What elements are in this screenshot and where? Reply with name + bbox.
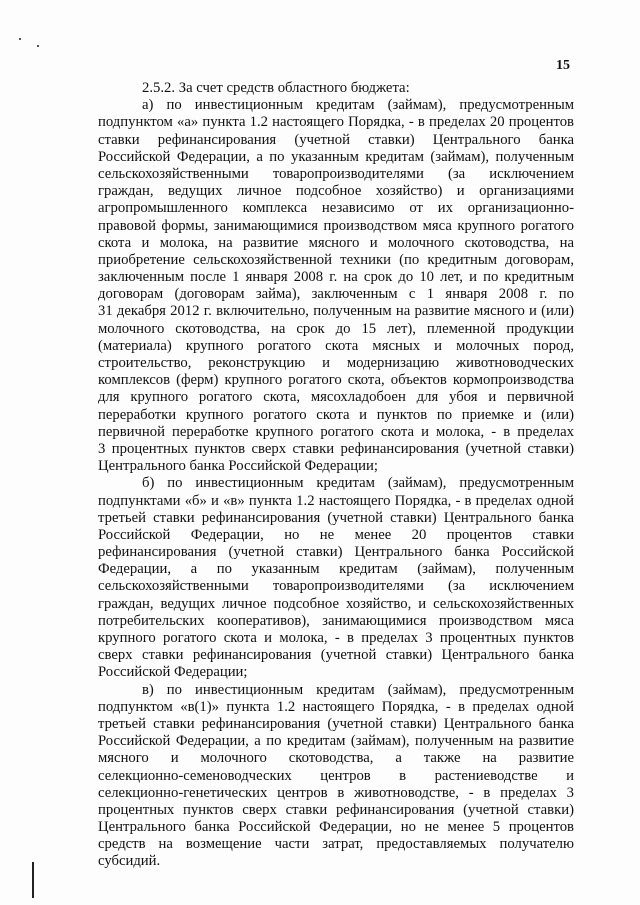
paragraph-line: мясного и молочного скотоводства, а также на развитие <box>98 750 574 767</box>
paragraph-line: Российской Федерации; <box>98 664 248 681</box>
paragraph-line: сельскохозяйственными товаропроизводителями (за исключением <box>98 578 574 595</box>
paragraph-line: сельскохозяйственными товаропроизводителями (за исключением <box>98 165 574 182</box>
paragraph-line: заключенным после 1 января 2008 г. на срок до 10 лет, и по кредитным <box>98 269 574 286</box>
paragraph-line: Российской Федерации, а по указанным кредитам (займам), полученным <box>98 148 574 165</box>
paragraph-line: Центрального банка Российской Федерации, но не менее 5 процентов <box>98 819 574 836</box>
paragraph-line: подпунктом «а» пункта 1.2 настоящего Порядка, - в пределах 20 процентов <box>98 114 574 131</box>
paragraph-line: средств на возмещение части затрат, предоставляемых получателю <box>98 836 574 853</box>
paragraph-line: комплексов (ферм) крупного рогатого скота, объектов кормопроизводства <box>98 372 574 389</box>
paragraph-line: б) по инвестиционным кредитам (займам), предусмотренным <box>142 475 574 492</box>
paragraph-line: Центрального банка Российской Федерации; <box>98 458 378 475</box>
paragraph-line: селекционно-генетических центров в животноводстве, - в пределах 3 <box>98 784 574 801</box>
paragraph-line: потребительских кооперативов), занимающимися производством мяса <box>98 612 574 629</box>
paragraph-line: первичной переработке крупного рогатого скота и молока, - в пределах <box>98 423 574 440</box>
paragraph-line: молочного скотоводства, на срок до 15 лет), племенной продукции <box>98 320 574 337</box>
paragraph-line: 31 декабря 2012 г. включительно, полученным на развитие мясного и (или) <box>98 303 574 320</box>
page-number: 15 <box>556 58 570 73</box>
scan-speck <box>37 45 39 47</box>
paragraph-line: рефинансирования (учетной ставки) Центрального банка Российской <box>98 544 574 561</box>
paragraph-line: Федерации, а по указанным кредитам (займам), полученным <box>98 561 574 578</box>
paragraph-line: подпунктами «б» и «в» пункта 1.2 настоящего Порядка, - в пределах одной <box>98 492 574 509</box>
paragraph-a <box>98 97 574 475</box>
paragraph-line: подпунктом «в(1)» пункта 1.2 настоящего Порядка, - в пределах одной <box>98 698 574 715</box>
paragraph-line: скота и молока, на развитие мясного и молочного скотоводства, на <box>98 234 574 251</box>
paragraph-line: граждан, ведущих личное подсобное хозяйство) и организациями <box>98 183 574 200</box>
paragraph-line: правовой формы, занимающимися производством мяса крупного рогатого <box>98 217 574 234</box>
document-body <box>98 80 574 871</box>
paragraph-line: граждан, ведущих личное подсобное хозяйство, и сельскохозяйственных <box>98 595 574 612</box>
paragraph-line: крупного рогатого скота и молока, - в пределах 3 процентных пунктов <box>98 630 574 646</box>
paragraph-line: субсидий. <box>98 853 161 870</box>
section-heading: 2.5.2. За счет средств областного бюджета: <box>142 80 410 96</box>
paragraph-line: 3 процентных пунктов сверх ставки рефинансирования (учетной ставки) <box>98 440 574 457</box>
paragraph-v <box>98 682 574 871</box>
paragraph-line: третьей ставки рефинансирования (учетной ставки) Центрального банка <box>98 715 574 732</box>
paragraph-line: третьей ставки рефинансирования (учетной ставки) Центрального банка <box>98 509 574 526</box>
paragraph-line: в) по инвестиционным кредитам (займам), предусмотренным <box>142 681 574 698</box>
paragraph-line: ставки рефинансирования (учетной ставки) Центрального банка <box>98 131 574 148</box>
paragraph-line: приобретение сельскохозяйственной техники (по кредитным договорам, <box>98 251 574 268</box>
paragraph-line: (материала) крупного рогатого скота мясных и молочных пород, <box>98 337 574 354</box>
paragraph-line: Российской Федерации, но не менее 20 процентов ставки <box>98 526 574 543</box>
scan-margin-line <box>32 862 34 898</box>
paragraph-line: договорам (договорам займа), заключенным с 1 января 2008 г. по <box>98 286 574 303</box>
scan-speck <box>19 38 21 40</box>
paragraph-line: сверх ставки рефинансирования (учетной ставки) Центрального банка <box>98 647 574 664</box>
paragraph-line: строительство, реконструкцию и модернизацию животноводческих <box>98 355 574 371</box>
paragraph-line: селекционно-семеноводческих центров в растениеводстве и <box>98 767 574 784</box>
paragraph-line: переработки крупного рогатого скота и пунктов по приемке и (или) <box>98 406 574 423</box>
paragraph-line: а) по инвестиционным кредитам (займам), предусмотренным <box>142 97 574 114</box>
paragraph-line: для крупного рогатого скота, мясохладобоен для убоя и первичной <box>98 389 574 406</box>
paragraph-line: агропромышленного комплекса независимо от их организационно- <box>98 200 574 217</box>
paragraph-line: Российской Федерации, а по кредитам (займам), полученным на развитие <box>98 733 574 750</box>
paragraph-line: процентных пунктов сверх ставки рефинансирования (учетной ставки) <box>98 801 574 818</box>
paragraph-b <box>98 475 574 681</box>
